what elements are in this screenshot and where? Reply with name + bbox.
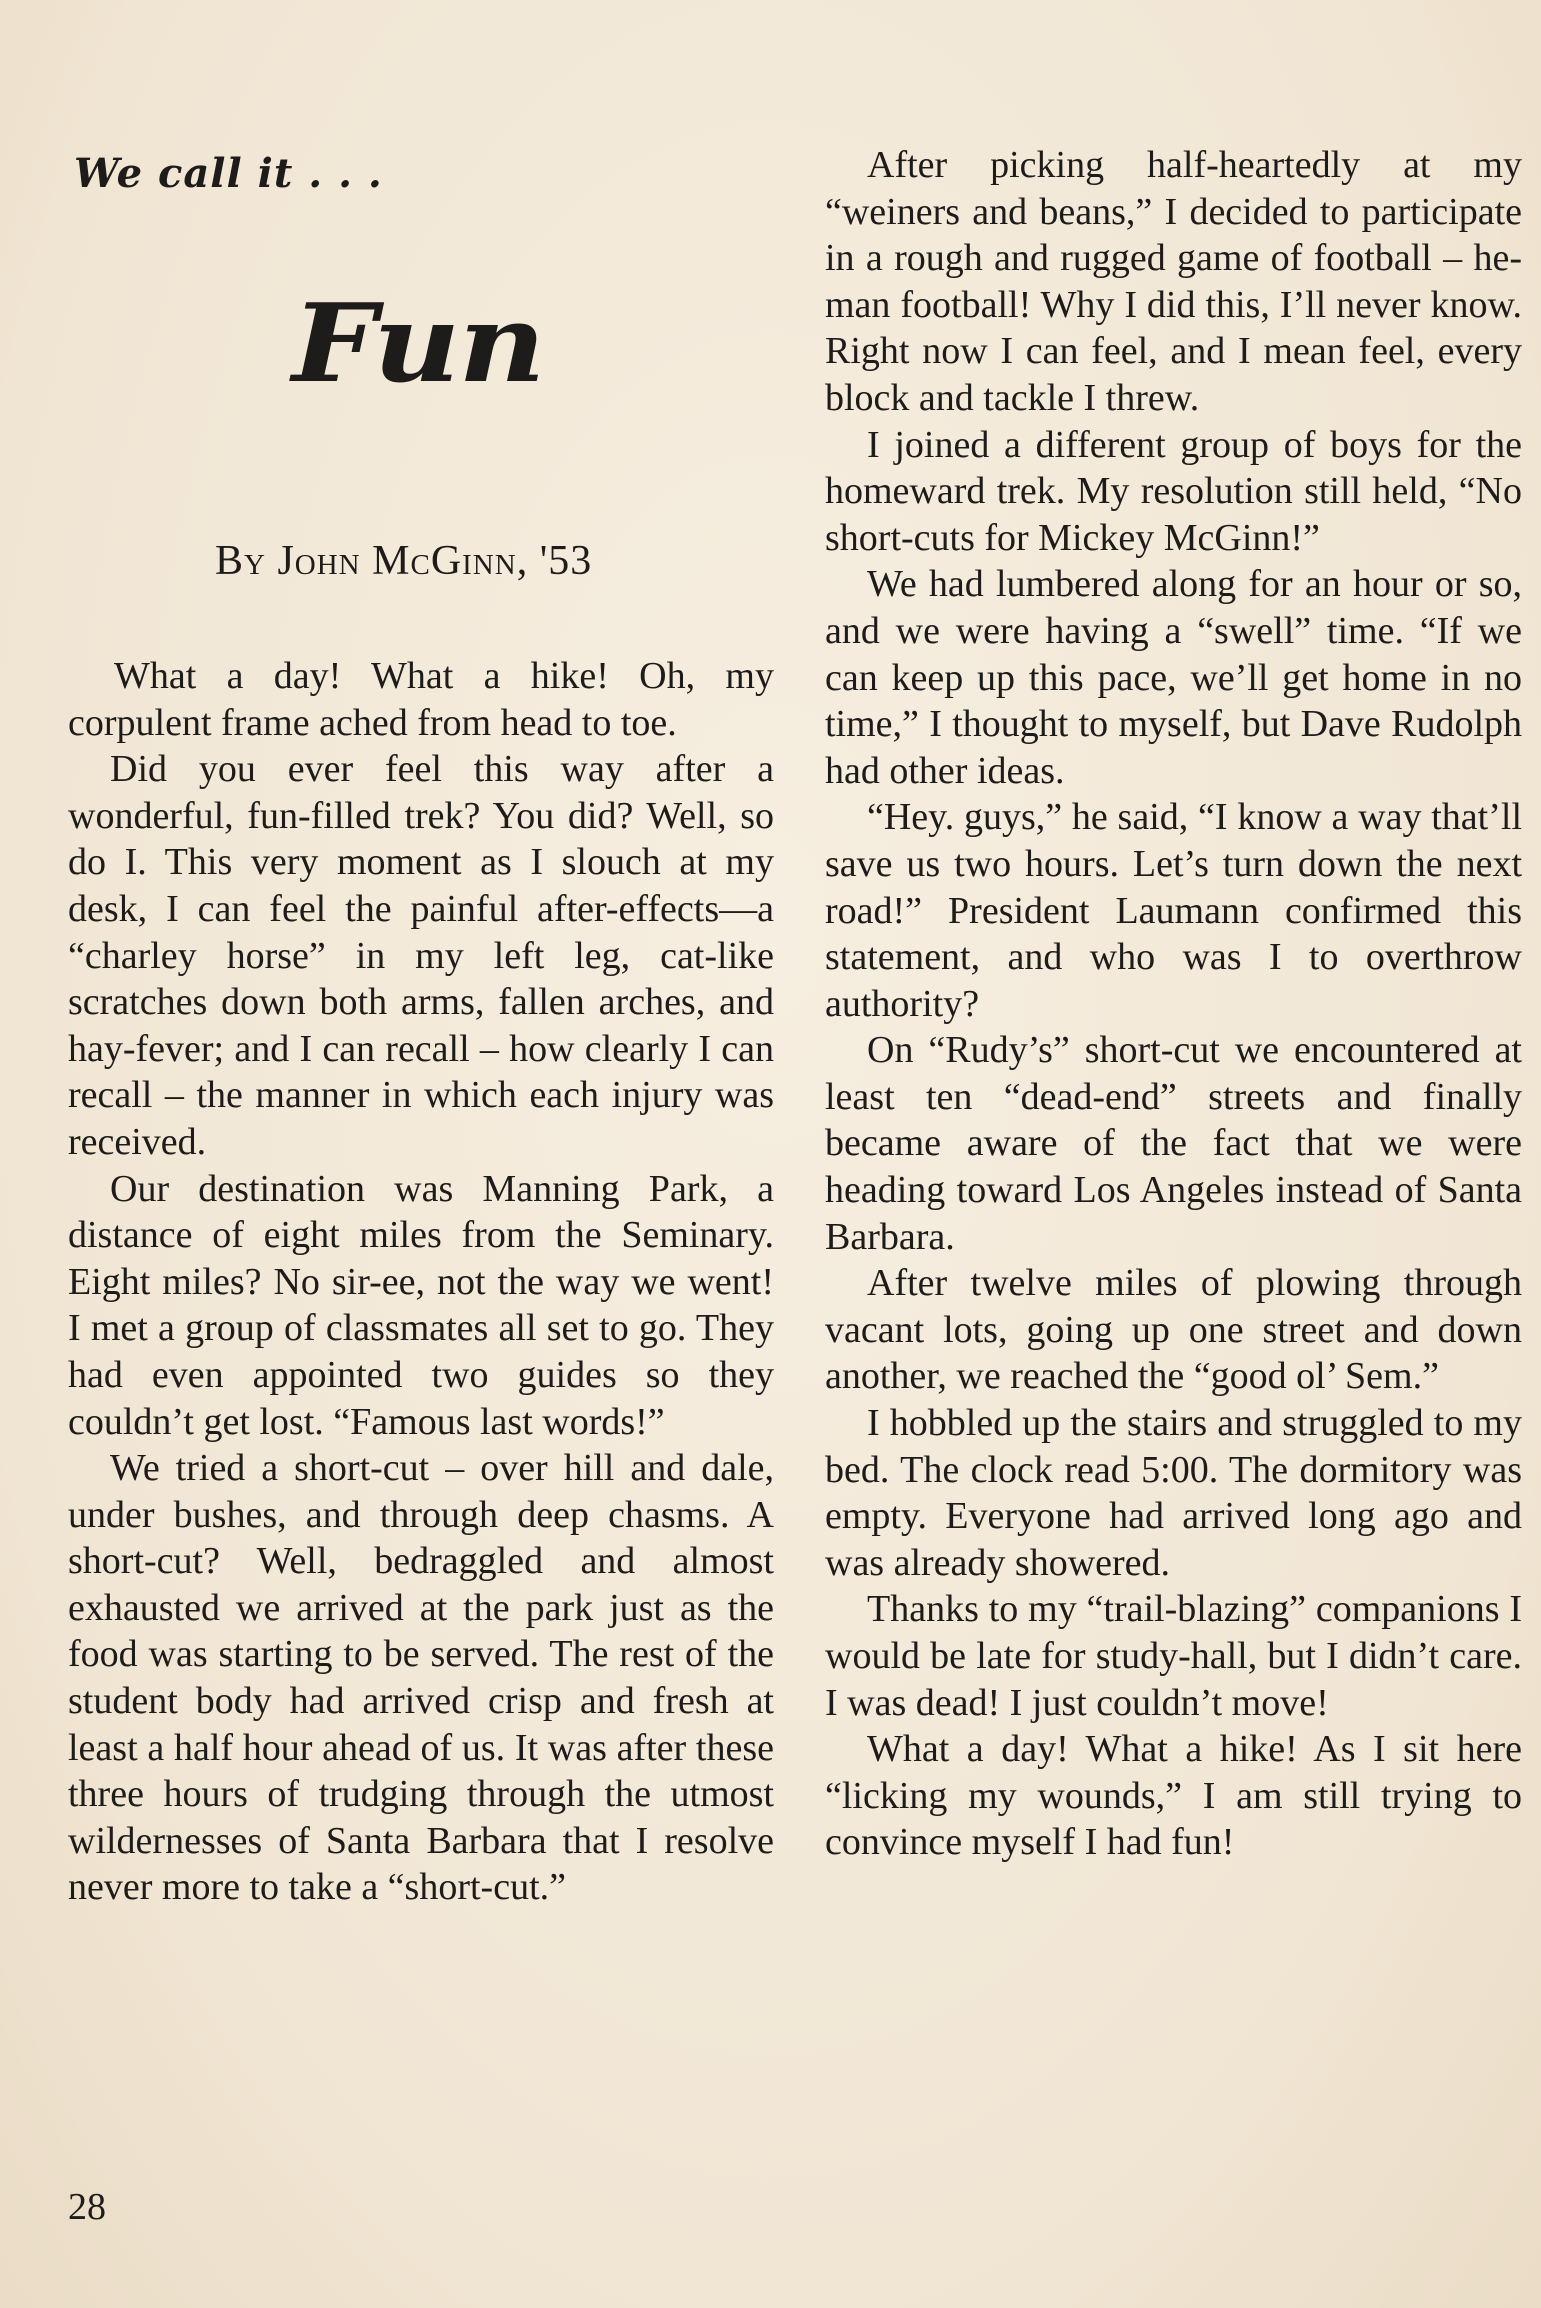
paragraph: Did you ever feel this way after a wonderful, fun-filled trek? You did? Well, so do I. This very moment as I slouch at my desk, I can feel the painful after-effects—a “charley horse” in my left leg, cat-like scratches down both arms, fallen arches, and hay-fever; and I can recall – how clearly I can recall – the manner in which each injury was received.	[68, 748, 774, 1163]
left-column	[68, 653, 774, 1911]
paragraph: “Hey. guys,” he said, “I know a way that’ll save us two hours. Let’s turn down the next road!” President Laumann confirmed this statement, and who was I to overthrow authority?	[825, 796, 1522, 1025]
paragraph: I hobbled up the stairs and struggled to my bed. The clock read 5:00. The dormitory was empty. Everyone had arrived long ago and was already showered.	[825, 1402, 1522, 1584]
paragraph: After picking half-heartedly at my “weiners and beans,” I decided to participate in a rough and rugged game of football – he-man football! Why I did this, I’ll never know. Right now I can feel, and I mean feel, every block and tackle I threw.	[825, 144, 1522, 419]
paragraph: We had lumbered along for an hour or so, and we were having a “swell” time. “If we can keep up this pace, we’ll get home in no time,” I thought to myself, but Dave Rudolph had other ideas.	[825, 563, 1522, 792]
article-byline: By John McGinn, '53	[215, 538, 593, 584]
article-kicker: We call it . . .	[74, 150, 383, 197]
page-number: 28	[68, 2186, 106, 2228]
paragraph: What a day! What a hike! Oh, my corpulent frame ached from head to toe.	[68, 655, 774, 744]
paragraph: What a day! What a hike! As I sit here “licking my wounds,” I am still trying to convince myself I had fun!	[825, 1728, 1522, 1864]
paragraph: On “Rudy’s” short-cut we encountered at least ten “dead-end” streets and finally became aware of the fact that we were heading toward Los Angeles instead of Santa Barbara.	[825, 1029, 1522, 1258]
paragraph: Our destination was Manning Park, a distance of eight miles from the Seminary. Eight miles? No sir-ee, not the way we went! I met a group of classmates all set to go. They had even appointed two guides so they couldn’t get lost. “Famous last words!”	[68, 1167, 774, 1443]
paragraph: I joined a different group of boys for the homeward trek. My resolution still held, “No short-cuts for Mickey McGinn!”	[825, 423, 1522, 559]
paragraph: We tried a short-cut – over hill and dale, under bushes, and through deep chasms. A short-cut? Well, bedraggled and almost exhausted we arrived at the park just as the food was starting to be served. The rest of the student body had arrived crisp and fresh at least a half hour ahead of us. It was after these three hours of trudging through the utmost wildernesses of Santa Barbara that I resolve never more to take a “short-cut.”	[68, 1447, 774, 1909]
right-column	[825, 142, 1522, 1866]
paragraph: Thanks to my “trail-blazing” companions I would be late for study-hall, but I didn’t care. I was dead! I just couldn’t move!	[825, 1588, 1522, 1724]
paragraph: After twelve miles of plowing through vacant lots, going up one street and down another, we reached the “good ol’ Sem.”	[825, 1262, 1522, 1398]
article-title: Fun	[292, 280, 544, 407]
